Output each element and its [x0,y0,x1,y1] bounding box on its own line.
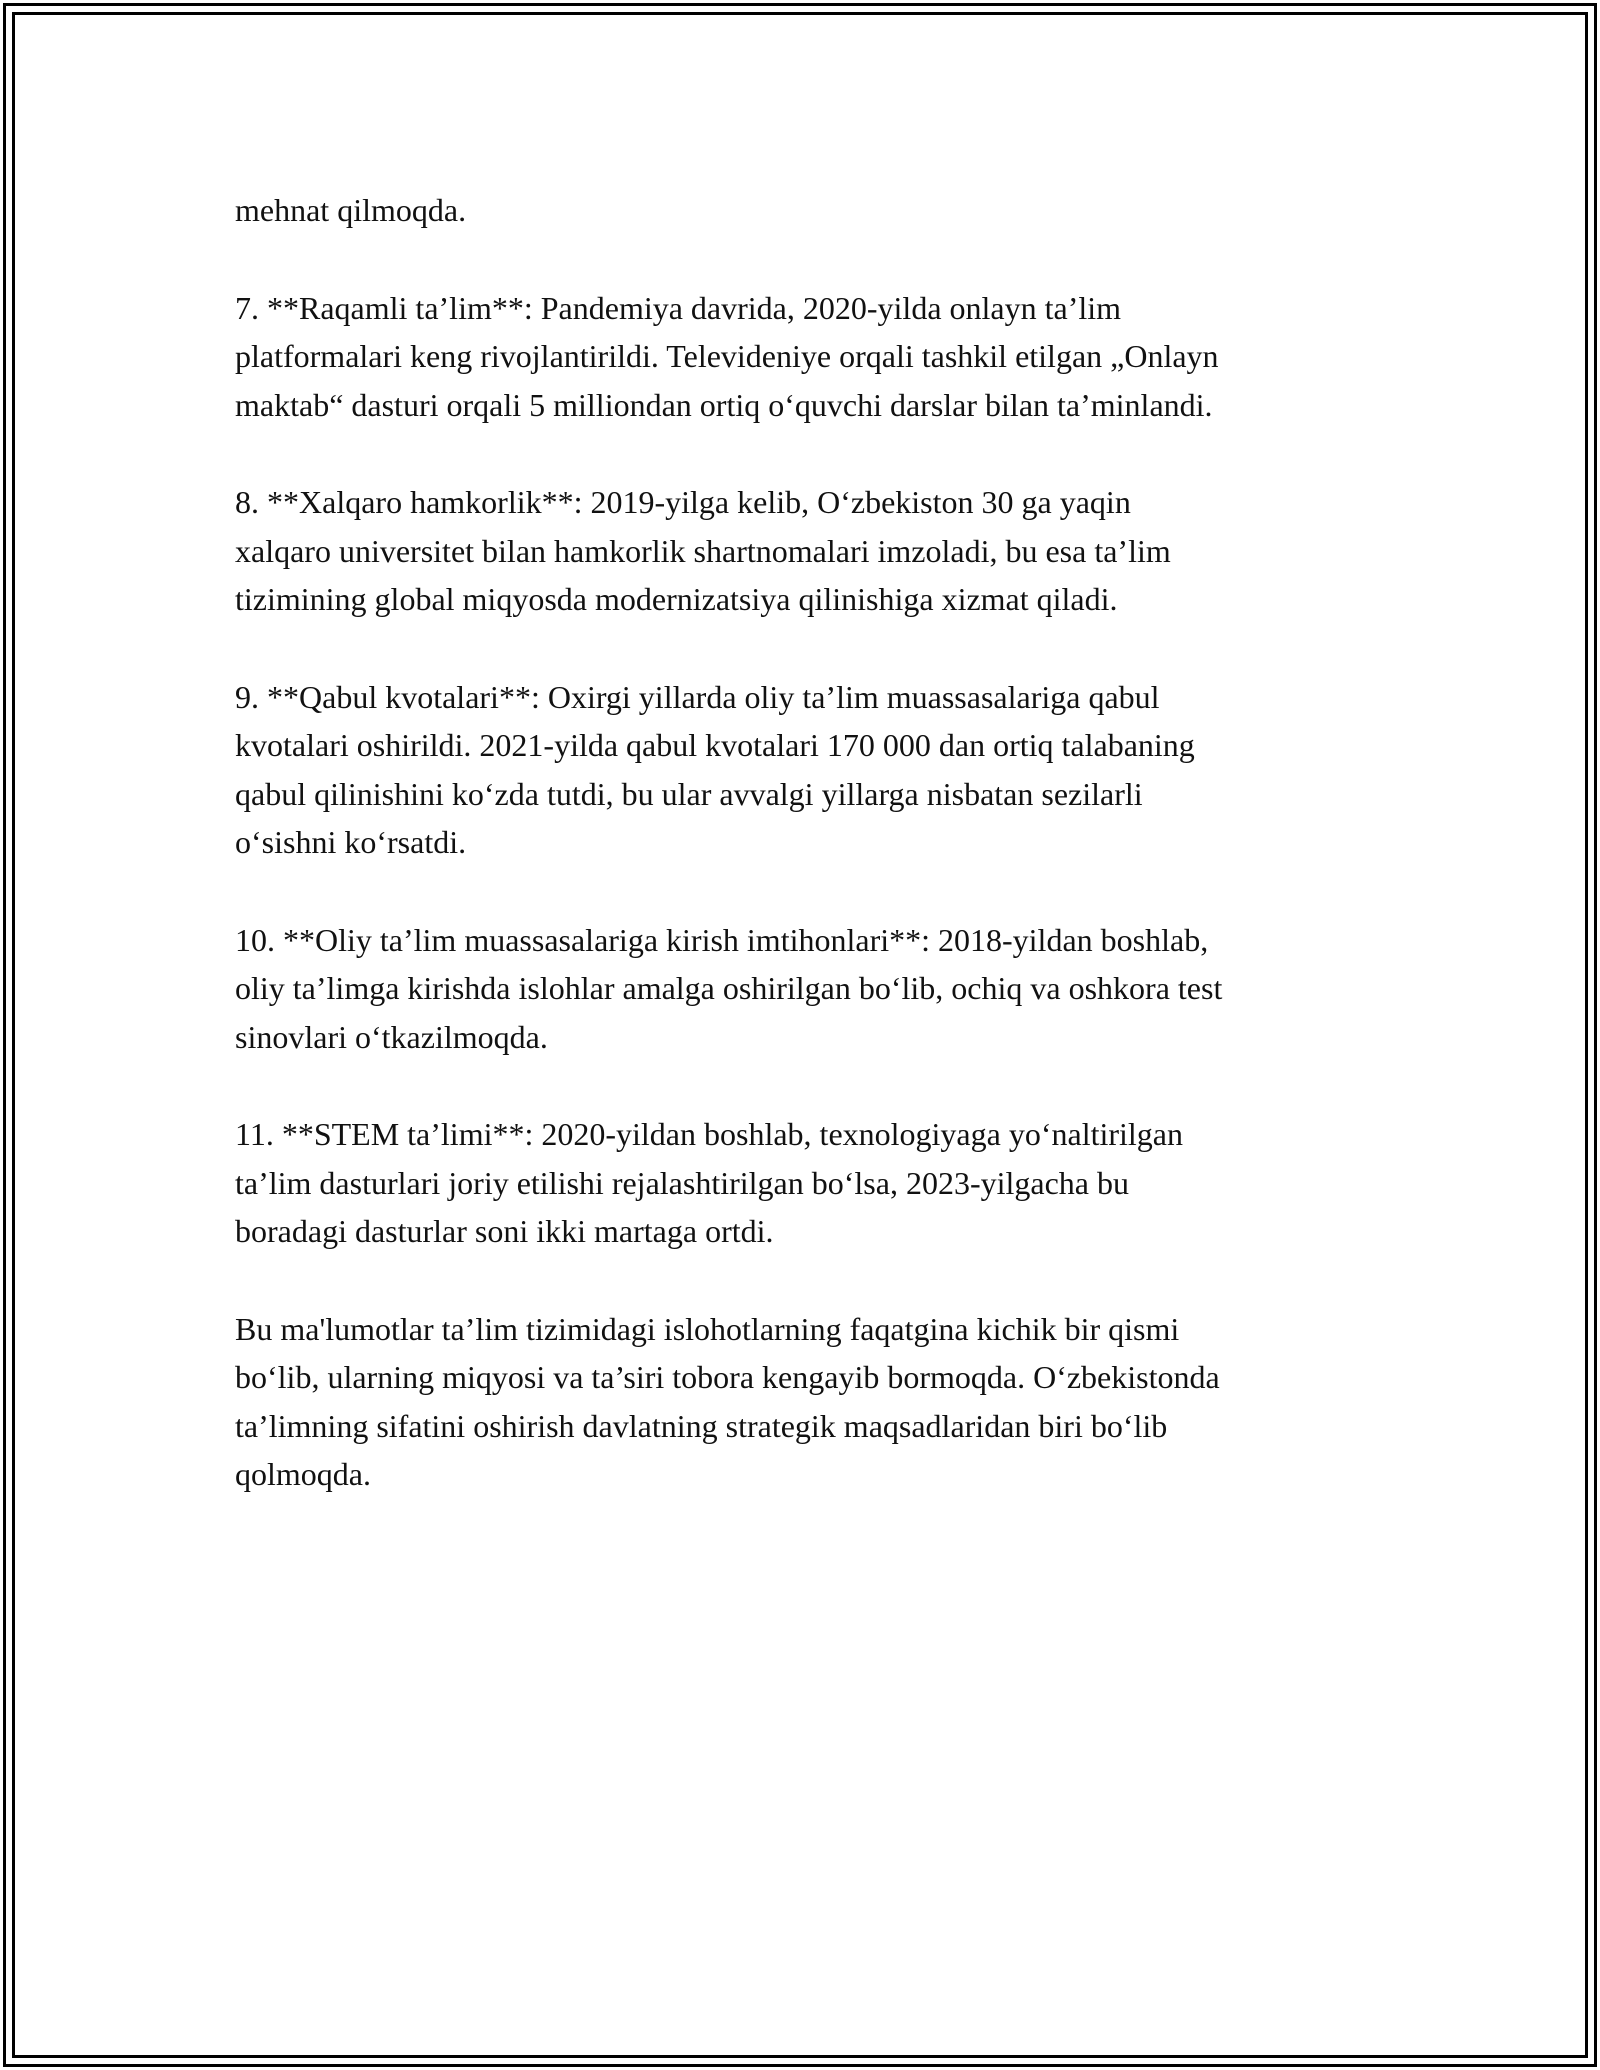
document-body [235,186,1375,1548]
paragraph-item-7: 7. **Raqamli ta’lim**: Pandemiya davrida, 2020-yilda onlayn ta’lim platformalari keng rivojlantirildi. Televideniye orqali tashkil etilgan „Onlayn maktab“ dasturi orqali 5 milliondan ortiq o‘quvchi darslar bilan ta’minlandi. [235,289,1219,423]
paragraph-conclusion: Bu ma'lumotlar ta’lim tizimidagi islohotlarning faqatgina kichik bir qismi bo‘lib, ularning miqyosi va ta’siri tobora kengayib bormoqda. O‘zbekistonda ta’limning sifatini oshirish davlatning strategik maqsadlaridan biri bo‘lib qolmoqda. [235,1310,1220,1492]
paragraph-item-11: 11. **STEM ta’limi**: 2020-yildan boshlab, texnologiyaga yo‘naltirilgan ta’lim dasturlari joriy etilishi rejalashtirilgan bo‘lsa, 2023-yilgacha bu boradagi dasturlar soni ikki martaga ortdi. [235,1116,1183,1249]
paragraph-item-9: 9. **Qabul kvotalari**: Oxirgi yillarda oliy ta’lim muassasalariga qabul kvotalari oshirildi. 2021-yilda qabul kvotalari 170 000 dan ortiq talabaning qabul qilinishini ko‘zda tutdi, bu ular avvalgi yillarga nisbatan sezilarli o‘sishni ko‘rsatdi. [235,678,1195,860]
paragraph-item-10: 10. **Oliy ta’lim muassasalariga kirish imtihonlari**: 2018-yildan boshlab, oliy ta’limga kirishda islohlar amalga oshirilgan bo‘lib, ochiq va oshkora test sinovlari o‘tkazilmoqda. [235,921,1223,1055]
paragraph-continuation: mehnat qilmoqda. [235,192,467,228]
paragraph-item-8: 8. **Xalqaro hamkorlik**: 2019-yilga kelib, O‘zbekiston 30 ga yaqin xalqaro universitet bilan hamkorlik shartnomalari imzoladi, bu esa ta’lim tizimining global miqyosda modernizatsiya qilinishiga xizmat qiladi. [235,484,1171,617]
